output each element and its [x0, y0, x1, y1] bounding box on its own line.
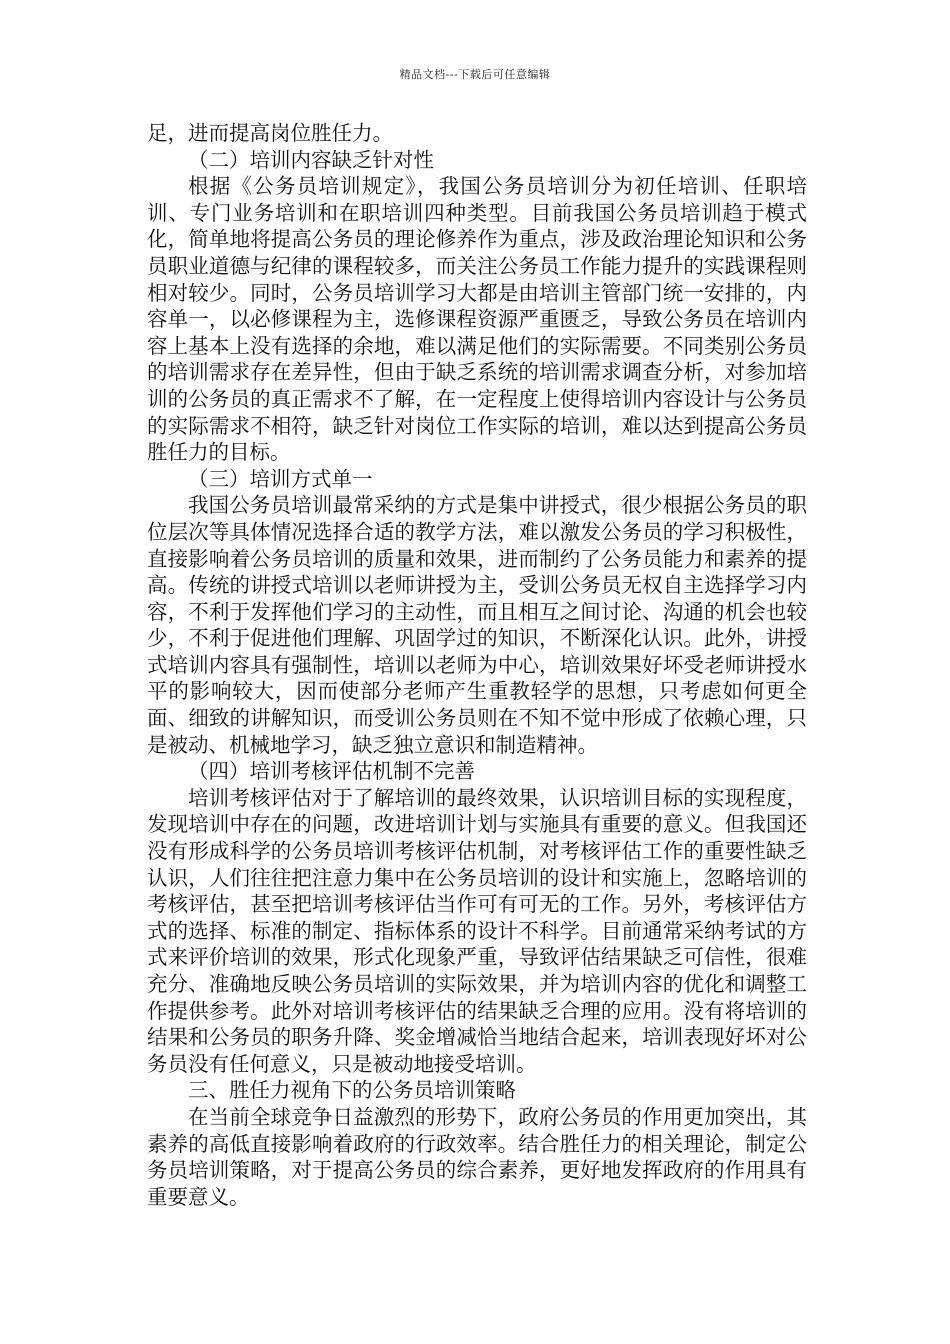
document-body — [147, 120, 807, 1210]
paragraph-strategy-intro: 在当前全球竞争日益激烈的形势下，政府公务员的作用更加突出，其素养的高低直接影响着政府的行政效率。结合胜任力的相关理论，制定公务员培训策略，对于提高公务员的综合素养，更好地发挥政府的作用具有重要意义。 — [147, 1104, 807, 1209]
paragraph-training-content: 根据《公务员培训规定》，我国公务员培训分为初任培训、任职培训、专门业务培训和在职培训四种类型。目前我国公务员培训趋于模式化，简单地将提高公务员的理论修养作为重点，涉及政治理论知识和公务员职业道德与纪律的课程较多，而关注公务员工作能力提升的实践课程则相对较少。同时，公务员培训学习大都是由培训主管部门统一安排的，内容单一，以必修课程为主，选修课程资源严重匮乏，导致公务员在培训内容上基本上没有选择的余地，难以满足他们的实际需要。不同类别公务员的培训需求存在差异性，但由于缺乏系统的培训需求调查分析，对参加培训的公务员的真正需求不了解，在一定程度上使得培训内容设计与公务员的实际需求不相符，缺乏针对岗位工作实际的培训，难以达到提高公务员胜任力的目标。 — [147, 174, 807, 465]
page-header: 精品文档---下载后可任意编辑 — [399, 68, 551, 81]
paragraph-training-method: 我国公务员培训最常采纳的方式是集中讲授式，很少根据公务员的职位层次等具体情况选择合适的教学方法，难以激发公务员的学习积极性，直接影响着公务员培训的质量和效果，进而制约了公务员能力和素养的提高。传统的讲授式培训以老师讲授为主，受训公务员无权自主选择学习内容，不利于发挥他们学习的主动性，而且相互之间讨论、沟通的机会也较少，不利于促进他们理解、巩固学过的知识，不断深化认识。此外，讲授式培训内容具有强制性，培训以老师为中心，培训效果好坏受老师讲授水平的影响较大，因而使部分老师产生重教轻学的思想，只考虑如何更全面、细致的讲解知识，而受训公务员则在不知不觉中形成了依赖心理，只是被动、机械地学习，缺乏独立意识和制造精神。 — [147, 493, 807, 757]
section-heading-4: （四）培训考核评估机制不完善 — [188, 759, 475, 784]
paragraph-continuation: 足，进而提高岗位胜任力。 — [147, 121, 393, 145]
section-heading-3: （三）培训方式单一 — [188, 466, 373, 491]
paragraph-training-evaluation: 培训考核评估对于了解培训的最终效果，认识培训目标的实现程度，发现培训中存在的问题，改进培训计划与实施具有重要的意义。但我国还没有形成科学的公务员培训考核评估机制，对考核评估工作的重要性缺乏认识，人们往往把注意力集中在公务员培训的设计和实施上，忽略培训的考核评估，甚至把培训考核评估当作可有可无的工作。另外，考核评估方式的选择、标准的制定、指标体系的设计不科学。目前通常采纳考试的方式来评价培训的效果，形式化现象严重，导致评估结果缺乏可信性，很难充分、准确地反映公务员培训的实际效果，并为培训内容的优化和调整工作提供参考。此外对培训考核评估的结果缺乏合理的应用。没有将培训的结果和公务员的职务升降、奖金增减恰当地结合起来，培训表现好坏对公务员没有任何意义，只是被动地接受培训。 — [147, 785, 807, 1076]
section-heading-2: （二）培训内容缺乏针对性 — [188, 147, 434, 172]
chapter-heading-3: 三、胜任力视角下的公务员培训策略 — [188, 1078, 516, 1103]
